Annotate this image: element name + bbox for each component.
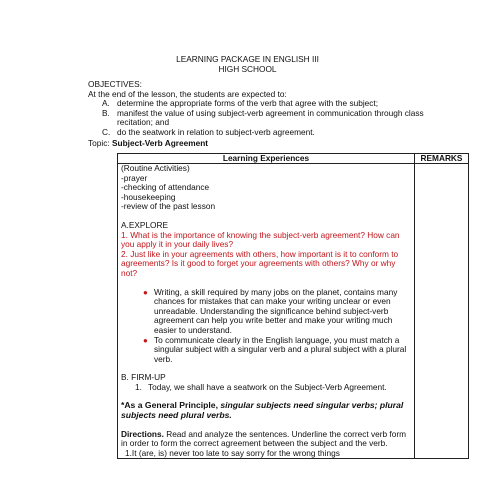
explanation-list (121, 288, 411, 365)
table-header-row (118, 154, 469, 164)
list-item (143, 288, 411, 336)
explore-heading: A.EXPLORE (121, 219, 169, 230)
general-principle (121, 401, 411, 420)
principle-lead: *As a General Principle, (121, 400, 221, 411)
topic-line (88, 139, 208, 149)
objective-text: determine the appropriate forms of the verb that agree with the subject; (117, 98, 379, 109)
objective-text: manifest the value of using subject-verb agreement in communication through class recitation; and (117, 107, 424, 128)
document-title: LEARNING PACKAGE IN ENGLISH III (176, 54, 319, 64)
explore-question-1: 1. What is the importance of knowing the subject-verb agreement? How can you apply it in your daily lives? (121, 229, 400, 250)
learning-experiences-cell (118, 164, 415, 459)
firmup-text: Today, we shall have a seatwork on the Subject-Verb Agreement. (148, 381, 387, 392)
objectives-heading: OBJECTIVES: (88, 79, 142, 89)
routine-line: -prayer (121, 172, 148, 183)
bullet-icon: ● (143, 287, 148, 297)
firmup-heading: B. FIRM-UP (121, 372, 166, 383)
directions-text: Read and analyze the sentences. Underline the correct verb form in order to form the correct agreement between the subject and the verb. (121, 428, 407, 449)
list-item-text: To communicate clearly in the English language, you must match a singular subject with a singular verb and a plural subject with a plural verb. (154, 334, 407, 364)
objective-item (102, 109, 448, 128)
list-item (143, 336, 411, 365)
objective-text: do the seatwork in relation to subject-verb agreement. (117, 126, 315, 137)
directions-label: Directions. (121, 428, 164, 439)
objective-letter: B. (102, 107, 110, 118)
topic-label: Topic: (88, 138, 112, 148)
document-header (0, 55, 495, 74)
firmup-item (135, 383, 411, 393)
routine-line: -review of the past lesson (121, 201, 216, 212)
objective-item (102, 128, 448, 138)
bullet-icon: ● (143, 335, 148, 345)
remarks-header: REMARKS (415, 154, 469, 164)
list-item-text: Writing, a skill required by many jobs on the planet, contains many chances for mistakes that can make your writing unclear or even unreadable. Understanding the significance behind subject-verb agreement can help you write better and make your writing much easier to understand. (154, 286, 398, 335)
objectives-intro: At the end of the lesson, the students are expected to: (88, 88, 287, 99)
principle-rule: singular subjects need singular verbs; plural subjects need plural verbs. (121, 400, 404, 421)
objective-letter: C. (102, 126, 111, 137)
directions (121, 430, 411, 449)
routine-line: -housekeeping (121, 191, 176, 202)
learning-table (117, 153, 469, 459)
explore-question-2: 2. Just like in your agreements with others, how important is it to conform to agreements? Is it good to forget your agreements with others? Why or why not? (121, 248, 399, 278)
topic-value: Subject-Verb Agreement (111, 138, 209, 148)
objectives-section (88, 80, 448, 138)
table-row (118, 164, 469, 459)
routine-line: -checking of attendance (121, 182, 210, 193)
seatwork-sentence-1: 1.It (are, is) never too late to say sorry for the wrong things (125, 447, 340, 458)
objective-letter: A. (102, 98, 110, 109)
remarks-cell (415, 164, 469, 459)
routine-line: (Routine Activities) (121, 163, 190, 173)
learning-experiences-header: Learning Experiences (118, 154, 415, 164)
firmup-number: 1. (135, 381, 142, 392)
document-subtitle: HIGH SCHOOL (218, 63, 277, 74)
